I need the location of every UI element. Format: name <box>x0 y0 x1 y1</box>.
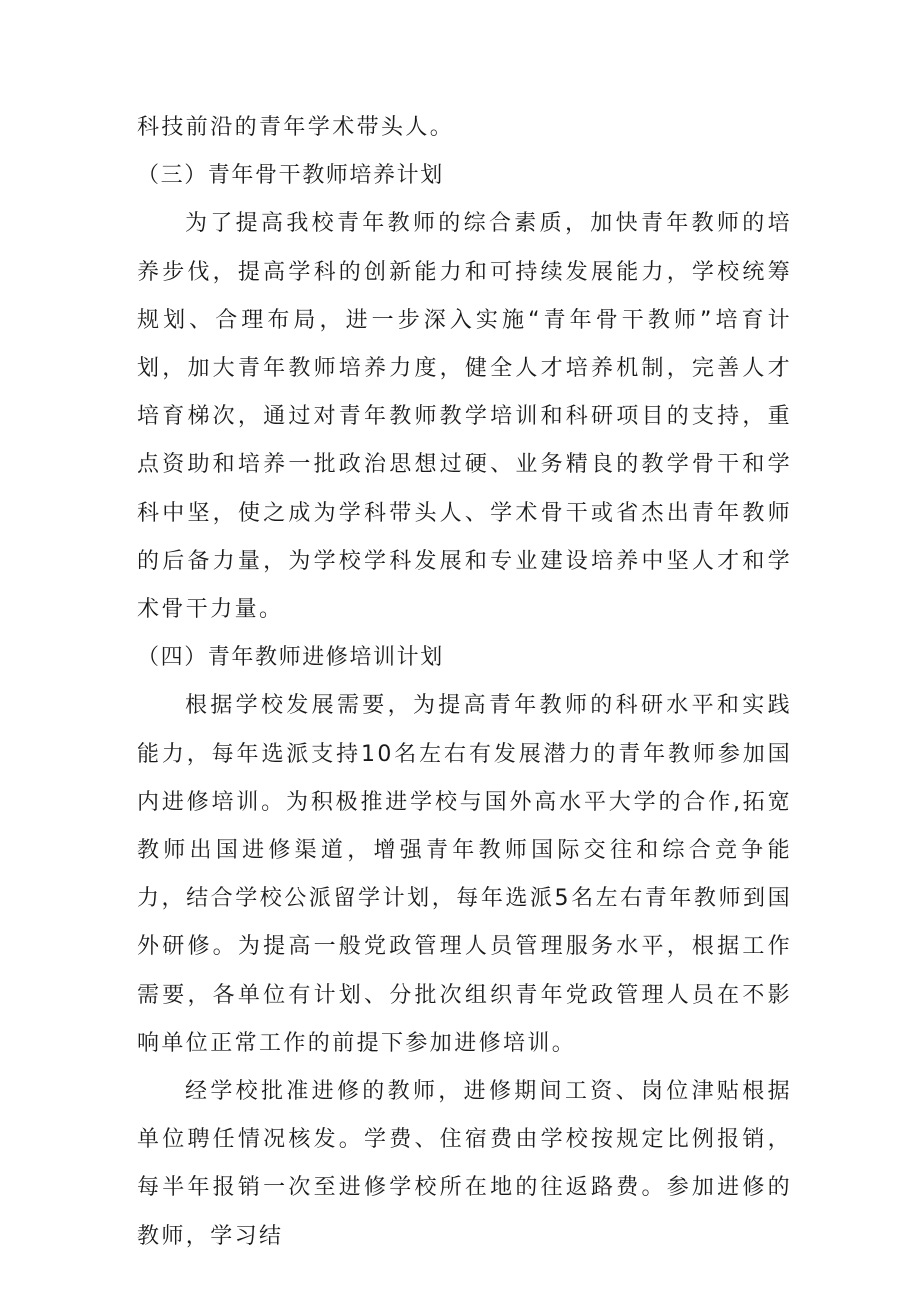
paragraph-backbone-teachers: 为了提高我校青年教师的综合素质，加快青年教师的培养步伐，提高学科的创新能力和可持续发展能力，学校统筹规划、合理布局，进一步深入实施“青年骨干教师”培育计划，加大青年教师培养力度，健全人才培养机制，完善人才培育梯次，通过对青年教师教学培训和科研项目的支持，重点资助和培养一批政治思想过硬、业务精良的教学骨干和学科中坚，使之成为学科带头人、学术骨干或省杰出青年教师的后备力量，为学校学科发展和专业建设培养中坚人才和学术骨干力量。 <box>137 211 792 623</box>
paragraph-training-expenses: 经学校批准进修的教师，进修期间工资、岗位津贴根据单位聘任情况核发。学费、住宿费由学校按规定比例报销，每半年报销一次至进修学校所在地的往返路费。参加进修的教师，学习结 <box>137 1079 792 1249</box>
document-body <box>137 104 792 1261</box>
section-heading-4: （四）青年教师进修培训计划 <box>137 645 444 671</box>
paragraph-continuation: 科技前沿的青年学术带头人。 <box>137 115 455 140</box>
paragraph-training-plan: 根据学校发展需要，为提高青年教师的科研水平和实践能力，每年选派支持10名左右有发展潜力的青年教师参加国内进修培训。为积极推进学校与国外高水平大学的合作,拓宽教师出国进修渠道，增强青年教师国际交往和综合竞争能力，结合学校公派留学计划，每年选派5名左右青年教师到国外研修。为提高一般党政管理人员管理服务水平，根据工作需要，各单位有计划、分批次组织青年党政管理人员在不影响单位正常工作的前提下参加进修培训。 <box>137 693 792 1056</box>
section-heading-3: （三）青年骨干教师培养计划 <box>137 163 444 189</box>
